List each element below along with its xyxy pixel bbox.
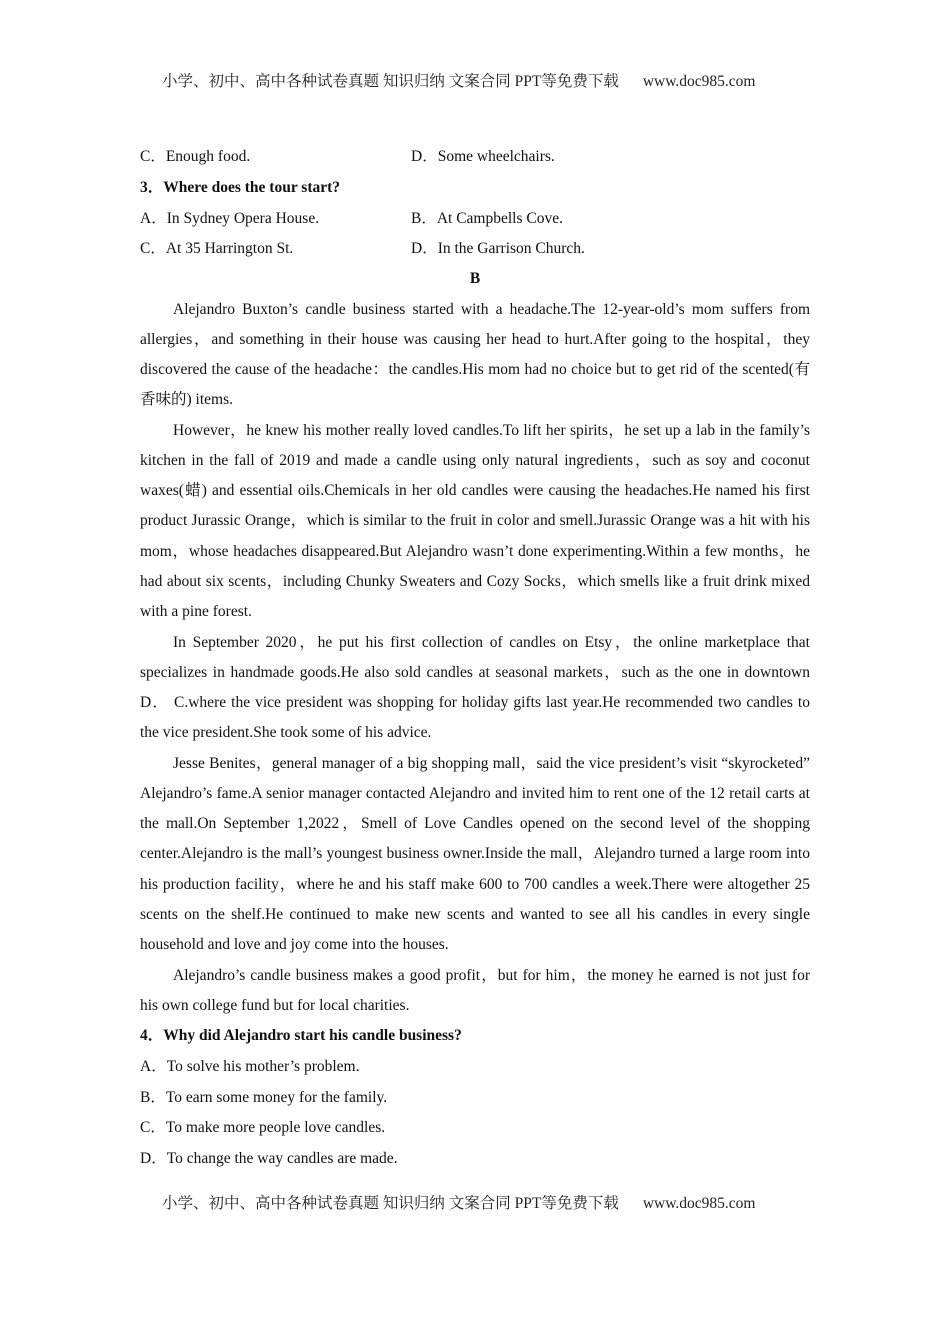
q4-option-d: D．To change the way candles are made. [140, 1149, 398, 1167]
page-footer [162, 1191, 802, 1213]
q4-option-c: C．To make more people love candles. [140, 1119, 386, 1137]
page-header [162, 69, 802, 91]
q3-options-row-1 [140, 203, 810, 234]
q4-option-b: B．To earn some money for the family. [140, 1088, 388, 1106]
footer-url[interactable]: www.doc985.com [642, 1195, 756, 1212]
question-4: 4．Why did Alejandro start his candle business? [140, 1027, 462, 1045]
passage-paragraph: Alejandro Buxton’s candle business started with a headache.The 12-year-old’s mom suffers from allergies，and something in their house was causing her head to hurt.After going to the hospital，they discovered the cause of the headache：the candles.His mom had no choice but to get rid of the scented(有香味的) items. [140, 300, 810, 409]
q3-option-c: C．At 35 Harrington St. [140, 240, 294, 258]
q3-option-a: A．In Sydney Opera House. [140, 209, 320, 227]
q3-options-row-2 [140, 234, 810, 265]
header-text: 小学、初中、高中各种试卷真题 知识归纳 文案合同 PPT等免费下载 [162, 73, 619, 90]
header-url[interactable]: www.doc985.com [642, 73, 756, 90]
passage-paragraph: In September 2020，he put his first collection of candles on Etsy，the online marketplace that specializes in handmade goods.He also sold candles at seasonal markets，such as the one in downtown D． C.where the vice president was shopping for holiday gifts last year.He recommended two candles to the vice president.She took some of his advice. [140, 633, 810, 742]
passage-paragraph: Alejandro’s candle business makes a good profit，but for him，the money he earned is not just for his own college fund but for local charities. [140, 966, 810, 1014]
q4-option-a: A．To solve his mother’s problem. [140, 1057, 360, 1075]
q2-option-c: C．Enough food. [140, 148, 251, 166]
q2-options-row [140, 142, 810, 173]
q3-option-b: B．At Campbells Cove. [411, 209, 563, 227]
footer-text: 小学、初中、高中各种试卷真题 知识归纳 文案合同 PPT等免费下载 [162, 1195, 619, 1212]
section-heading: B [469, 269, 481, 287]
q2-option-d: D．Some wheelchairs. [411, 148, 555, 166]
passage-paragraph: Jesse Benites，general manager of a big shopping mall，said the vice president’s visit “skyrocketed” Alejandro’s fame.A senior manager contacted Alejandro and invited him to rent one of the 12 retail carts at the mall.On September 1,2022，Smell of Love Candles opened on the second level of the shopping center.Alejandro is the mall’s youngest business owner.Inside the mall，Alejandro turned a large room into his production facility，where he and his staff make 600 to 700 candles a week.There were altogether 25 scents on the shelf.He continued to make new scents and wanted to see all his candles in every single household and love and joy come into the houses. [140, 755, 810, 953]
document-body [140, 142, 810, 1174]
q3-option-d: D．In the Garrison Church. [411, 240, 585, 258]
passage-paragraph: However，he knew his mother really loved candles.To lift her spirits，he set up a lab in the family’s kitchen in the fall of 2019 and made a candle using only natural ingredients，such as soy and coconut waxes(蜡) and essential oils.Chemicals in her old candles were causing the headaches.He named his first product Jurassic Orange，which is similar to the fruit in color and smell.Jurassic Orange was a hit with his mom，whose headaches disappeared.But Alejandro wasn’t done experimenting.Within a few months，he had about six scents，including Chunky Sweaters and Cozy Socks，which smells like a fruit drink mixed with a pine forest. [140, 422, 810, 620]
question-3: 3．Where does the tour start? [140, 178, 341, 196]
